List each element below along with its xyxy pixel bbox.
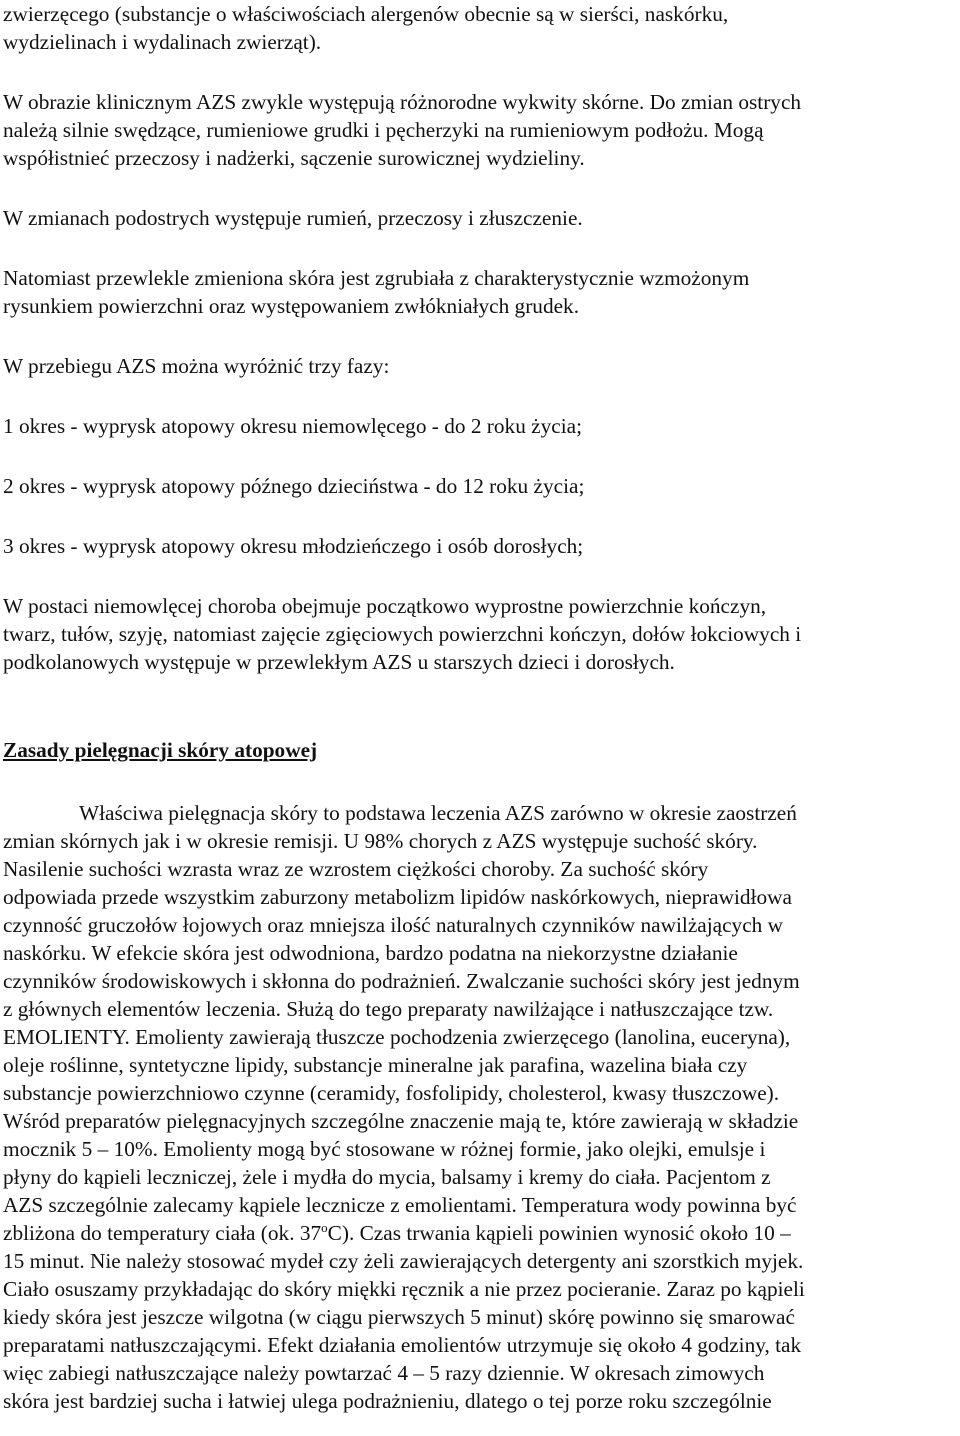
phase-item-2: 2 okres - wyprysk atopowy późnego dzieciństwa - do 12 roku życia; [3, 474, 585, 498]
phase-item-1: 1 okres - wyprysk atopowy okresu niemowlęcego - do 2 roku życia; [3, 414, 583, 438]
text-line: odpowiada przede wszystkim zaburzony metabolizm lipidów naskórkowych, nieprawidłowa [3, 885, 792, 909]
infant-paragraph [3, 592, 957, 676]
text-line: wydzielinach i wydalinach zwierząt). [3, 30, 322, 54]
text-line: twarz, tułów, szyję, natomiast zajęcie zgięciowych powierzchni kończyn, dołów łokciowych i [3, 622, 802, 646]
text-line: rysunkiem powierzchni oraz występowaniem zwłókniałych grudek. [3, 294, 580, 318]
text-line: oleje roślinne, syntetyczne lipidy, substancje mineralne jak parafina, wazelina biała czy [3, 1053, 748, 1077]
text-line: AZS szczególnie zalecamy kąpiele lecznicze z emolientami. Temperatura wody powinna być [3, 1193, 797, 1217]
continued-paragraph [3, 0, 957, 56]
phases-intro: W przebiegu AZS można wyróżnić trzy fazy: [3, 354, 390, 378]
care-paragraph [3, 799, 957, 1415]
text-line: preparatami natłuszczającymi. Efekt działania emolientów utrzymuje się około 4 godziny, tak [3, 1333, 802, 1357]
text-line: W obrazie klinicznym AZS zwykle występują różnorodne wykwity skórne. Do zmian ostrych [3, 90, 802, 114]
text-line: 15 minut. Nie należy stosować mydeł czy żeli zawierających detergenty ani szorstkich myjek. [3, 1249, 804, 1273]
text-line: czynność gruczołów łojowych oraz mniejsza ilość naturalnych czynników nawilżających w [3, 913, 784, 937]
text-line: czynników środowiskowych i skłonna do podrażnień. Zwalczanie suchości skóry jest jednym [3, 969, 800, 993]
text-line: współistnieć przeczosy i nadżerki, sączenie surowicznej wydzieliny. [3, 146, 585, 170]
text-line: Natomiast przewlekle zmieniona skóra jest zgrubiała z charakterystycznie wzmożonym [3, 266, 750, 290]
text-line: zwierzęcego (substancje o właściwościach alergenów obecnie są w sierści, naskórku, [3, 2, 729, 26]
text-line: Ciało osuszamy przykładając do skóry miękki ręcznik a nie przez pocieranie. Zaraz po kąpieli [3, 1277, 805, 1301]
text-line: podkolanowych występuje w przewlekłym AZS u starszych dzieci i dorosłych. [3, 650, 675, 674]
text-line: należą silnie swędzące, rumieniowe grudki i pęcherzyki na rumieniowym podłożu. Mogą [3, 118, 764, 142]
temperature-text-after: C). Czas trwania kąpieli powinien wynosić około 10 – [327, 1221, 791, 1245]
text-line: EMOLIENTY. Emolienty zawierają tłuszcze pochodzenia zwierzęcego (lanolina, euceryna), [3, 1025, 791, 1049]
text-line: skóra jest bardziej sucha i łatwiej ulega podrażnieniu, dlatego o tej porze roku szczególnie [3, 1389, 772, 1413]
text-line: substancje powierzchniowo czynne (ceramidy, fosfolipidy, cholesterol, kwasy tłuszczowe). [3, 1081, 780, 1105]
phase-item-3: 3 okres - wyprysk atopowy okresu młodzieńczego i osób dorosłych; [3, 534, 584, 558]
subacute-paragraph: W zmianach podostrych występuje rumień, przeczosy i złuszczenie. [3, 206, 583, 230]
text-line: Nasilenie suchości wzrasta wraz ze wzrostem ciężkości choroby. Za suchość skóry [3, 857, 709, 881]
text-line: Właściwa pielęgnacja skóry to podstawa leczenia AZS zarówno w okresie zaostrzeń [79, 801, 797, 825]
text-line: naskórku. W efekcie skóra jest odwodniona, bardzo podatna na niekorzystne działanie [3, 941, 738, 965]
chronic-paragraph [3, 264, 957, 320]
text-line: płyny do kąpieli leczniczej, żele i mydła do mycia, balsamy i kremy do ciała. Pacjentom z [3, 1165, 771, 1189]
text-line: więc zabiegi natłuszczające należy powtarzać 4 – 5 razy dziennie. W okresach zimowych [3, 1361, 765, 1385]
section-heading: Zasady pielęgnacji skóry atopowej [3, 738, 318, 762]
text-line: Wśród preparatów pielęgnacyjnych szczególne znaczenie mają te, które zawierają w składzie [3, 1109, 799, 1133]
text-line: z głównych elementów leczenia. Służą do tego preparaty nawilżające i natłuszczające tzw. [3, 997, 774, 1021]
text-line: zmian skórnych jak i w okresie remisji. U 98% chorych z AZS występuje suchość skóry. [3, 829, 758, 853]
text-line: W postaci niemowlęcej choroba obejmuje początkowo wyprostne powierzchnie kończyn, [3, 594, 767, 618]
temperature-text-before: zbliżona do temperatury ciała (ok. 37 [3, 1221, 322, 1245]
clinical-paragraph [3, 88, 957, 172]
temperature-line [3, 1219, 957, 1247]
document-page [3, 0, 957, 1415]
degree-superscript: o [321, 1219, 328, 1235]
text-line: kiedy skóra jest jeszcze wilgotna (w ciągu pierwszych 5 minut) skórę powinno się smarować [3, 1305, 795, 1329]
text-line: mocznik 5 – 10%. Emolienty mogą być stosowane w różnej formie, jako olejki, emulsje i [3, 1137, 766, 1161]
